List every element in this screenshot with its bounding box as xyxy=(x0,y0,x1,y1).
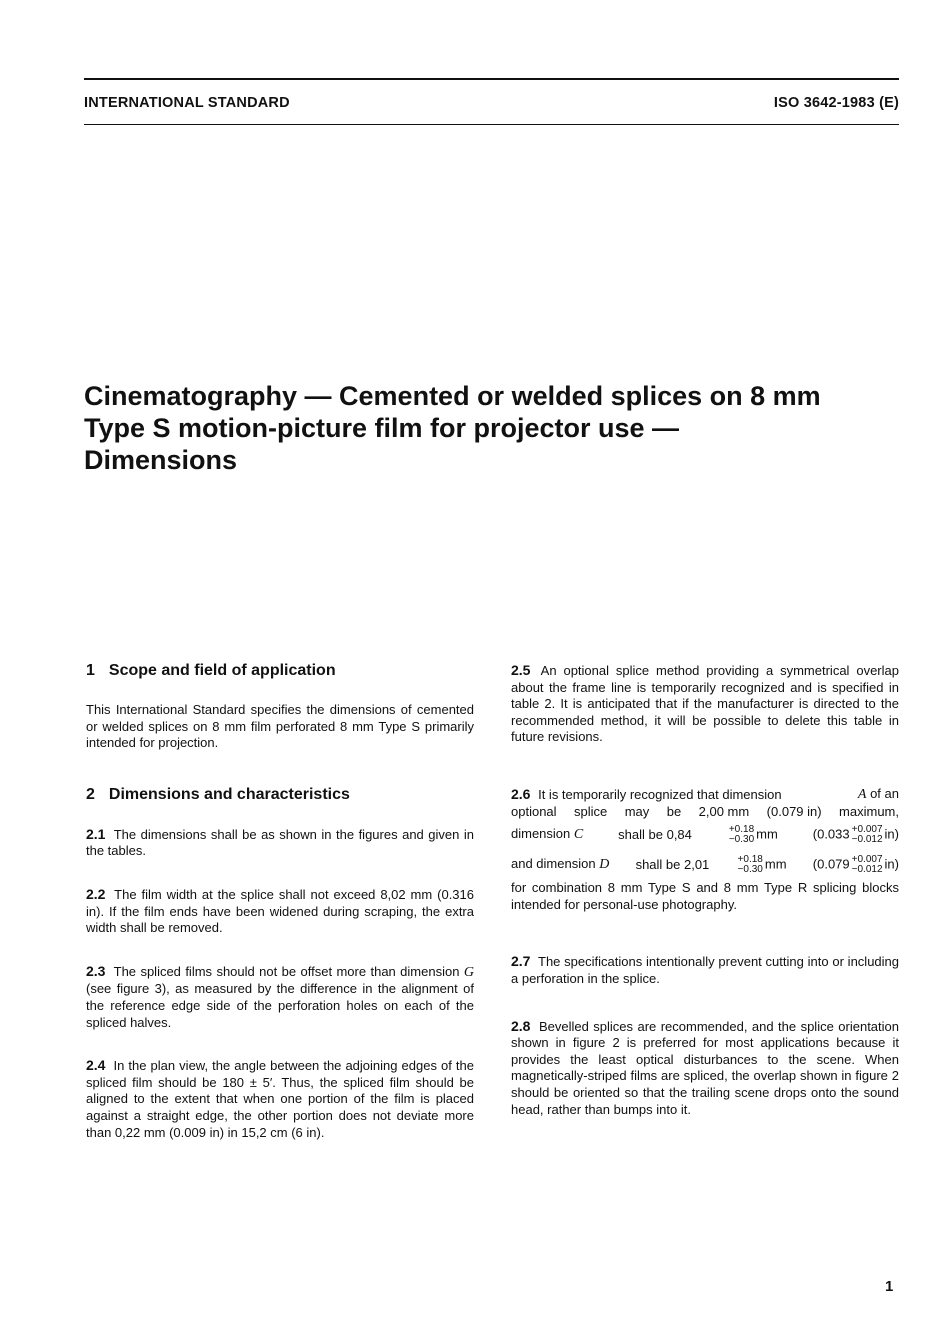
variable-c: C xyxy=(573,827,584,843)
paragraph-text: dimension xyxy=(511,826,571,842)
clause-number: 2.5 xyxy=(511,662,531,678)
top-rule xyxy=(84,78,899,80)
section-1-text: This International Standard specifies the dimensions of cemented or welded splices on 8 mm film perforated 8 mm Type S primarily intended for projection. xyxy=(86,702,474,751)
tolerance-upper: +0.18 xyxy=(737,854,763,866)
word: be xyxy=(666,803,682,819)
paragraph-text: The dimensions shall be as shown in the figures and given in the tables. xyxy=(86,826,474,859)
tolerance-lower: −0.30 xyxy=(728,834,755,846)
section-2-title: Dimensions and characteristics xyxy=(108,785,350,803)
header-rule xyxy=(84,124,899,125)
right-column xyxy=(511,662,899,1118)
section-2-number: 2 xyxy=(86,785,95,803)
clause-number: 2.6 xyxy=(511,785,531,802)
unit: mm xyxy=(764,856,787,872)
clause-number: 2.7 xyxy=(511,953,531,970)
tolerance-in xyxy=(852,825,883,845)
tolerance-lower: −0.30 xyxy=(737,864,763,876)
paragraph-text: shall be 0,84 xyxy=(618,826,692,842)
paragraph-text: (see figure 3), as measured by the difference in the alignment of the reference edge side of the perforation holes on each of the spliced halves. xyxy=(86,981,474,1030)
paragraph-2-1 xyxy=(86,826,474,860)
paragraph-2-5 xyxy=(511,662,899,746)
title-line-3: Dimensions xyxy=(84,445,238,475)
tolerance-mm xyxy=(729,825,754,845)
tolerance-upper: +0.007 xyxy=(851,854,883,866)
paragraph-text: (0.033 xyxy=(812,826,850,842)
paragraph-text: (0.079 xyxy=(812,856,850,872)
word: maximum, xyxy=(839,803,899,819)
dimension-c-line xyxy=(511,820,899,850)
section-1-heading xyxy=(86,662,474,680)
title-line-1: Cinematography — Cemented or welded splices on 8 mm xyxy=(84,381,821,411)
paragraph-text: The film width at the splice shall not exceed 8,02 mm (0.316 in). If the film ends have been widened during scraping, the extra width shall be removed. xyxy=(86,886,474,936)
paragraph-text: In the plan view, the angle between the adjoining edges of the spliced film should be 180 ± 5′. Thus, the spliced film should be aligned to the extent that when one portion of the film is placed against a straight edge, the other portion does not deviate more than 0,22 mm (0.009 in) in 15,2 cm (6 in). xyxy=(86,1058,474,1140)
paragraph-text: The specifications intentionally prevent cutting into or including a perforation in the splice. xyxy=(511,954,899,986)
section-1-number: 1 xyxy=(86,662,95,679)
tolerance-mm xyxy=(738,855,763,875)
paragraph-text: An optional splice method providing a symmetrical overlap about the frame line is temporarily recognized and is specified in table 2. It is anticipated that if the manufacturer is directed to the recommended method, it will be possible to delete this table in future revisions. xyxy=(511,663,899,745)
title-line-2: Type S motion-picture film for projector use — xyxy=(84,413,680,443)
tolerance-lower: −0.012 xyxy=(851,864,883,876)
document-title xyxy=(84,380,914,476)
tolerance-in xyxy=(852,855,883,875)
word: 2,00 mm xyxy=(698,803,750,819)
paragraph-text: shall be 2,01 xyxy=(635,856,710,872)
word: splice xyxy=(574,803,608,819)
section-2-heading xyxy=(86,786,474,804)
header-right: ISO 3642-1983 (E) xyxy=(773,95,899,111)
paragraph-2-6-line-2 xyxy=(511,804,899,821)
unit: mm xyxy=(756,826,778,842)
unit: in) xyxy=(884,826,899,842)
unit: in) xyxy=(884,856,899,872)
paragraph-text: and dimension xyxy=(511,856,596,872)
paragraph-2-6-tail: for combination 8 mm Type S and 8 mm Type R splicing blocks intended for personal-use photography. xyxy=(511,880,899,912)
clause-number: 2.1 xyxy=(86,825,106,842)
clause-number: 2.4 xyxy=(86,1057,106,1074)
variable-d: D xyxy=(599,857,610,873)
page-number: 1 xyxy=(885,1278,894,1295)
clause-number: 2.8 xyxy=(511,1017,531,1034)
paragraph-text: It is temporarily recognized that dimension xyxy=(538,786,782,802)
paragraph-text: The spliced films should not be offset more than dimension xyxy=(113,963,460,979)
word: may xyxy=(624,803,650,819)
paragraph-2-2 xyxy=(86,886,474,937)
variable-a: A xyxy=(857,786,867,802)
paragraph-2-8 xyxy=(511,1018,899,1119)
tolerance-upper: +0.18 xyxy=(728,824,755,836)
paragraph-2-4 xyxy=(86,1057,474,1141)
word: optional xyxy=(511,803,557,819)
paragraph-2-6 xyxy=(511,786,899,913)
variable-g: G xyxy=(463,964,474,980)
clause-number: 2.2 xyxy=(86,885,106,902)
left-column xyxy=(86,662,474,1141)
header-left: INTERNATIONAL STANDARD xyxy=(84,95,290,111)
paragraph-2-3 xyxy=(86,963,474,1031)
section-1-title: Scope and field of application xyxy=(108,662,336,679)
dimension-d-line xyxy=(511,850,899,880)
paragraph-2-6-line-1 xyxy=(511,786,899,804)
paragraph-text: Bevelled splices are recommended, and the splice orientation shown in figure 2 is preferred for most applications because it provides the least optical disturbances to the scene. When magnetically-striped films are spliced, the overlap shown in figure 2 should be oriented so that the trailing scene drops onto the sound head, rather than bumps into it. xyxy=(511,1018,899,1117)
paragraph-text: of an xyxy=(870,785,899,801)
clause-number: 2.3 xyxy=(86,962,106,979)
tolerance-lower: −0.012 xyxy=(851,834,883,846)
tolerance-upper: +0.007 xyxy=(851,824,883,836)
paragraph-2-7 xyxy=(511,953,899,987)
word: (0.079 in) xyxy=(766,803,822,819)
